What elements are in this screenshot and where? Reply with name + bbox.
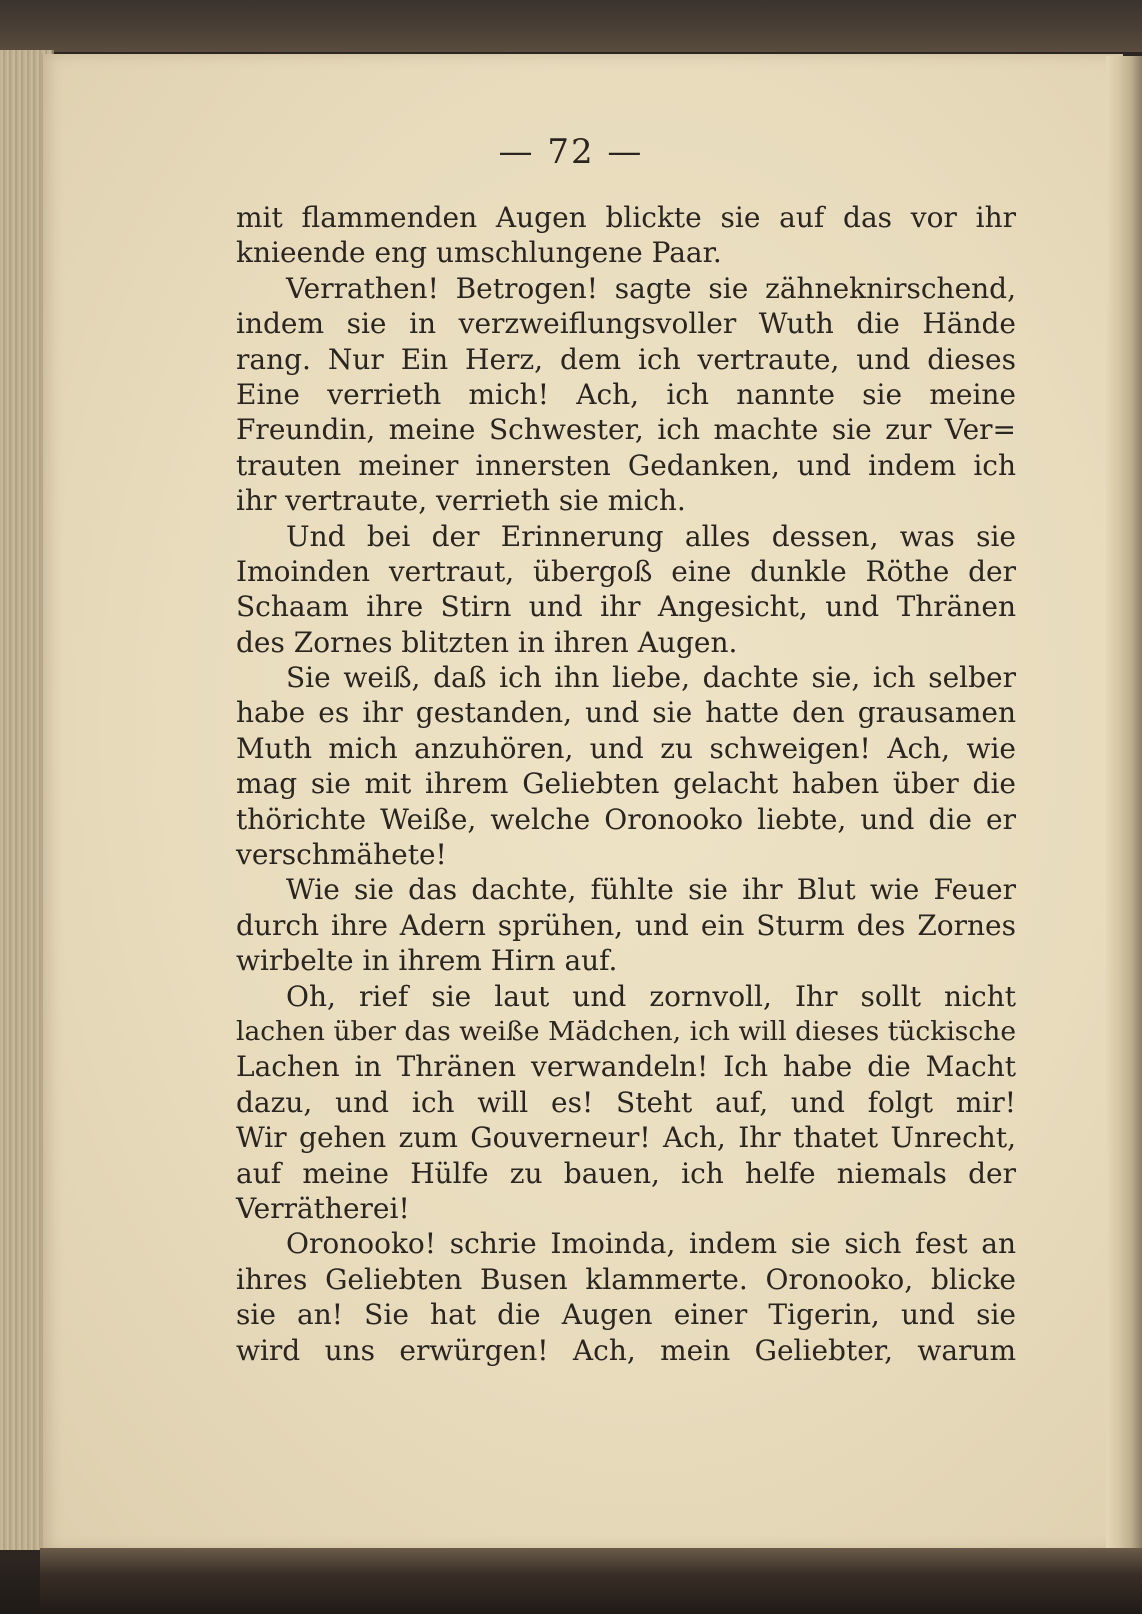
text-line: trauten meiner innersten Gedanken, und indem ich bbox=[236, 448, 1016, 482]
text-line: durch ihre Adern sprühen, und ein Sturm des Zornes bbox=[236, 908, 1016, 942]
text-line: habe es ihr gestanden, und sie hatte den grausamen bbox=[236, 696, 1016, 730]
text-line: verschmähete! bbox=[236, 838, 447, 872]
text-line: Oh, rief sie laut und zornvoll, Ihr sollt nicht bbox=[286, 979, 1016, 1013]
text-line: lachen über das weiße Mädchen, ich will dieses tückische bbox=[236, 1015, 1016, 1047]
text-line: Schaam ihre Stirn und ihr Angesicht, und Thränen bbox=[236, 590, 1016, 624]
body-text bbox=[236, 200, 1016, 1368]
text-line: ihr vertraute, verrieth sie mich. bbox=[236, 484, 686, 518]
page-stack-right-edge bbox=[1106, 56, 1142, 1556]
text-line: mit flammenden Augen blickte sie auf das vor ihr bbox=[236, 201, 1016, 234]
text-line: ihres Geliebten Busen klammerte. Oronooko, blicke bbox=[236, 1262, 1016, 1296]
text-line: des Zornes blitzten in ihren Augen. bbox=[236, 625, 738, 659]
text-line: dazu, und ich will es! Steht auf, und folgt mir! bbox=[236, 1085, 1016, 1119]
text-line: mag sie mit ihrem Geliebten gelacht haben über die bbox=[236, 767, 1016, 801]
text-line: wirbelte in ihrem Hirn auf. bbox=[236, 944, 618, 978]
book-cover-top-edge bbox=[0, 0, 1142, 52]
text-line: Wie sie das dachte, fühlte sie ihr Blut wie Feuer bbox=[286, 873, 1016, 907]
text-line: Sie weiß, daß ich ihn liebe, dachte sie, ich selber bbox=[286, 661, 1016, 695]
text-line: Und bei der Erinnerung alles dessen, was sie bbox=[286, 519, 1016, 553]
text-line: wird uns erwürgen! Ach, mein Geliebter, warum bbox=[236, 1333, 1016, 1367]
book-cover-bottom-edge bbox=[40, 1548, 1142, 1614]
text-line: Verrätherei! bbox=[236, 1191, 410, 1225]
text-line: indem sie in verzweiflungsvoller Wuth die Hände bbox=[236, 307, 1016, 341]
text-line: Freundin, meine Schwester, ich machte sie zur Ver= bbox=[236, 413, 1016, 447]
text-line: rang. Nur Ein Herz, dem ich vertraute, und dieses bbox=[236, 342, 1016, 376]
text-line: Oronooko! schrie Imoinda, indem sie sich fest an bbox=[286, 1227, 1016, 1261]
text-line: Verrathen! Betrogen! sagte sie zähneknirschend, bbox=[286, 271, 1016, 305]
text-line: Imoinden vertraut, übergoß eine dunkle Röthe der bbox=[236, 554, 1016, 588]
text-line: thörichte Weiße, welche Oronooko liebte, und die er bbox=[236, 802, 1016, 836]
text-line: Muth mich anzuhören, und zu schweigen! Ach, wie bbox=[236, 731, 1016, 765]
text-line: sie an! Sie hat die Augen einer Tigerin, und sie bbox=[236, 1298, 1016, 1332]
text-line: knieende eng umschlungene Paar. bbox=[236, 236, 722, 270]
text-line: auf meine Hülfe zu bauen, ich helfe niemals der bbox=[236, 1156, 1016, 1190]
text-line: Wir gehen zum Gouverneur! Ach, Ihr thatet Unrecht, bbox=[236, 1121, 1016, 1155]
page-number: — 72 — bbox=[498, 132, 644, 172]
text-line: Eine verrieth mich! Ach, ich nannte sie meine bbox=[236, 377, 1016, 411]
text-line: Lachen in Thränen verwandeln! Ich habe die Macht bbox=[236, 1050, 1016, 1084]
